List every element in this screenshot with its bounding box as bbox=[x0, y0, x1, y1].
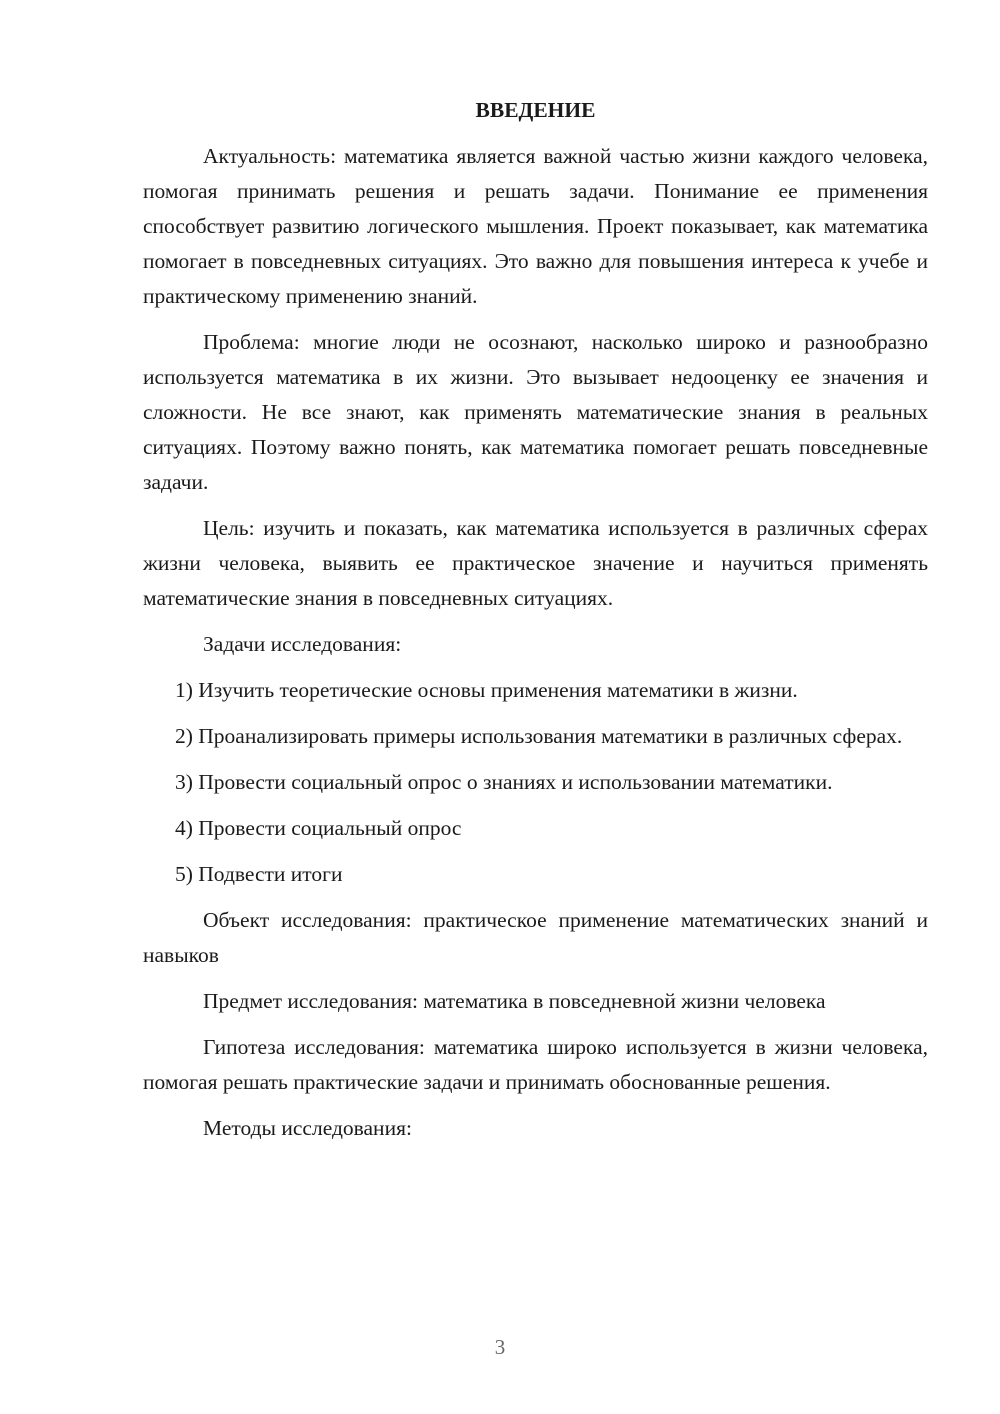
task-item-1: 1) Изучить теоретические основы применения математики в жизни. bbox=[175, 678, 798, 702]
task-item-4: 4) Провести социальный опрос bbox=[175, 816, 462, 840]
section-title: ВВЕДЕНИЕ bbox=[475, 98, 596, 122]
page-number: 3 bbox=[494, 1335, 506, 1359]
task-item-3: 3) Провести социальный опрос о знаниях и использовании математики. bbox=[175, 770, 833, 794]
object-paragraph: Объект исследования: практическое применение математических знаний и навыков bbox=[143, 908, 928, 967]
goal-paragraph: Цель: изучить и показать, как математика используется в различных сферах жизни человека, выявить ее практическое значение и научиться применять математические знания в повседневных ситуациях. bbox=[143, 516, 928, 610]
relevance-paragraph: Актуальность: математика является важной частью жизни каждого человека, помогая принимать решения и решать задачи. Понимание ее применения способствует развитию логического мышления. Проект показывает, как математика помогает в повседневных ситуациях. Это важно для повышения интереса к учебе и практическому применению знаний. bbox=[143, 144, 928, 308]
task-item-2: 2) Проанализировать примеры использования математики в различных сферах. bbox=[175, 724, 903, 748]
document-page bbox=[143, 95, 928, 1157]
methods-heading: Методы исследования: bbox=[203, 1116, 412, 1140]
tasks-heading: Задачи исследования: bbox=[203, 632, 402, 656]
task-item-5: 5) Подвести итоги bbox=[175, 862, 343, 886]
subject-paragraph: Предмет исследования: математика в повседневной жизни человека bbox=[203, 989, 826, 1013]
problem-paragraph: Проблема: многие люди не осознают, насколько широко и разнообразно используется математика в их жизни. Это вызывает недооценку ее значения и сложности. Не все знают, как применять математические знания в реальных ситуациях. Поэтому важно понять, как математика помогает решать повседневные задачи. bbox=[143, 330, 928, 494]
hypothesis-paragraph: Гипотеза исследования: математика широко используется в жизни человека, помогая решать практические задачи и принимать обоснованные решения. bbox=[143, 1035, 928, 1094]
